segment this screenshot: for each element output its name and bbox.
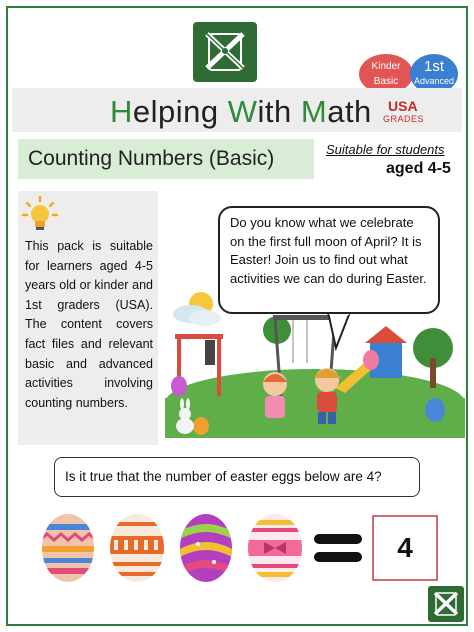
easter-egg-icon <box>108 510 166 584</box>
advanced-label: Advanced <box>413 76 455 86</box>
answer-box: 4 <box>372 515 438 581</box>
lightbulb-icon <box>20 195 60 235</box>
equals-icon <box>312 530 364 566</box>
age-label: aged 4-5 <box>386 160 451 177</box>
first-grade-label: 1st <box>423 58 444 75</box>
question-box: Is it true that the number of easter eggs below are 4? <box>54 457 420 497</box>
speech-bubble: Do you know what we celebrate on the first full moon of April? It is Easter! Join us to find out what activities we can do during Easter. <box>218 206 440 314</box>
suitable-label: Suitable for students <box>326 142 445 157</box>
country-label: USA <box>388 98 418 114</box>
easter-egg-icon <box>40 510 96 584</box>
basic-label: Basic <box>373 76 399 87</box>
easter-egg-icon <box>246 510 304 584</box>
pencil-ruler-icon <box>428 586 464 622</box>
grades-label: GRADES <box>383 114 425 124</box>
info-text: This pack is suitable for learners aged 4-5 years old or kinder and 1st graders (USA). The content covers fact files and relevant basic and advanced activities involving counting numbers. <box>25 239 153 410</box>
speech-bubble-tail <box>326 312 356 352</box>
kinder-label: Kinder <box>371 61 401 72</box>
pencil-ruler-icon <box>193 22 257 82</box>
subject-title: Counting Numbers (Basic) <box>28 147 275 170</box>
brand-title: Helping With Math <box>110 94 372 129</box>
easter-egg-icon <box>178 510 234 584</box>
